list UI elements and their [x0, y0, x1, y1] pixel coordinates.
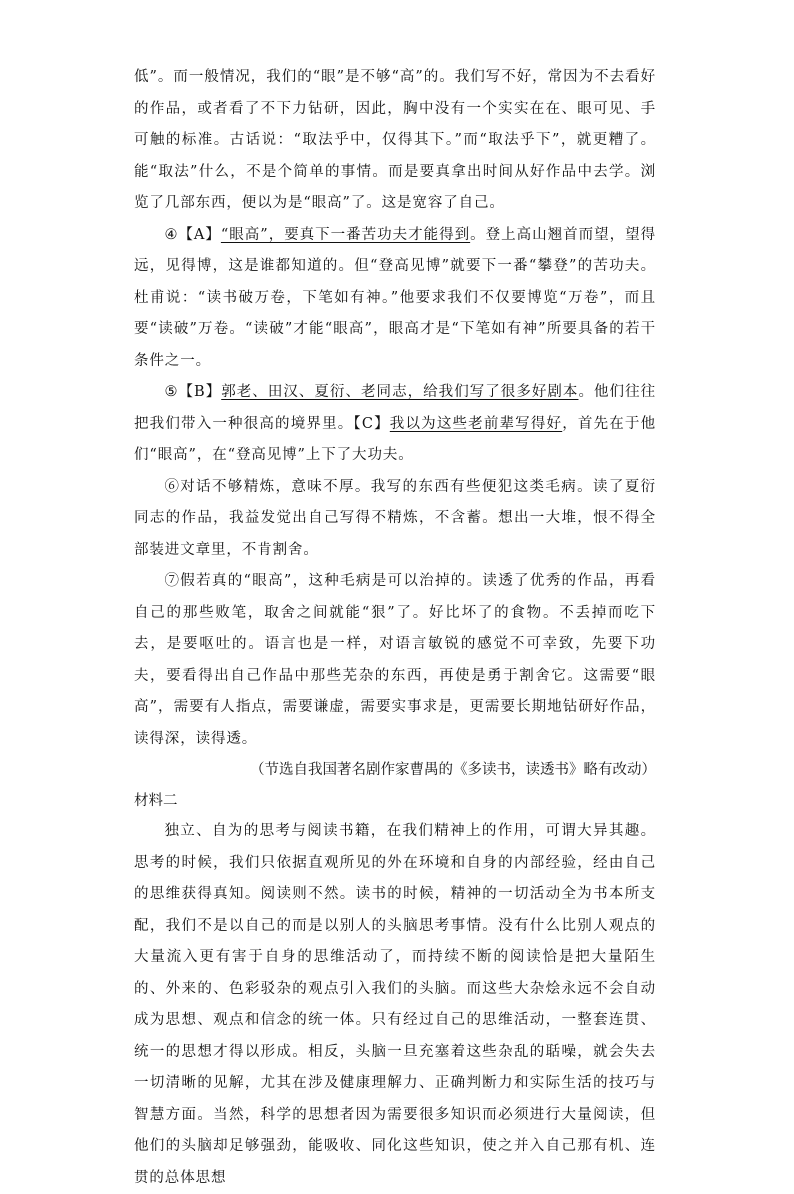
source-citation: （节选自我国著名剧作家曹禺的《多读书，读透书》略有改动） [250, 762, 656, 778]
paragraph-5-text: 。他们往往把我们带入一种很高的境界里。【C】 [134, 384, 657, 432]
paragraph-3-continuation: 低”。而一般情况，我们的“眼”是不够“高”的。我们写不好，常因为不去看好的作品，或者看了不下力钻研，因此，胸中没有一个实实在在、眼可见、手可触的标准。古话说：“取法乎中，仅得其下。”而“取法乎下”，就更糟了。能“取法”什么，不是个简单的事情。而是要真拿出时间从好作品中去学。浏览了几部东西，便以为是“眼高”了。这是宽容了自己。 [134, 69, 656, 211]
paragraph-5-tail: ，首先在于他们“眼高”，在“登高见博”上下了大功夫。 [134, 415, 656, 463]
paragraph-4-text: 。登上高山翘首而望，望得远，见得博，这是谁都知道的。但“登高见博”就要下一番“攀登”的苦功夫。杜甫说：“读书破万卷，下笔如有神。”他要求我们不仅要博览“万卷”，而且要“读破”万卷。“读破”才能“眼高”，眼高才是“下笔如有神”所要具备的若干条件之一。 [134, 226, 656, 369]
marker-a: ④【A】 [164, 226, 221, 243]
marker-b: ⑤【B】 [164, 384, 222, 400]
paragraph-5 [134, 377, 656, 472]
underlined-sentence-c: 我以为这些老前辈写得好 [389, 415, 563, 432]
underlined-sentence-a: “眼高”，要真下一番苦功夫才能得到 [220, 226, 471, 243]
paragraph-4 [134, 220, 656, 378]
underlined-sentence-b: 郭老、田汉、夏衍、老同志，给我们写了很多好剧本 [221, 384, 579, 400]
paragraph-7: ⑦假若真的“眼高”，这种毛病是可以治掉的。读透了优秀的作品，再看自己的那些败笔，取舍之间就能“狠”了。好比坏了的食物。不丢掉而吃下去，是要呕吐的。语言也是一样，对语言敏锐的感觉不可幸致，先要下功夫，要看得出自己作品中那些芜杂的东西，再使是勇于割舍它。这需要“眼高”，需要有人指点，需要谦虚，需要实事求是，更需要长期地钻研好作品，读得深，读得透。 [134, 573, 656, 747]
material-two-paragraph: 独立、自为的思考与阅读书籍，在我们精神上的作用，可谓大异其趣。思考的时候，我们只依据直观所见的外在环境和自身的内部经验，经由自己的思维获得真知。阅读则不然。读书的时候，精神的一切活动全为书本所支配，我们不是以自己的而是以别人的头脑思考事情。没有什么比别人观点的大量流入更有害于自身的思维活动了，而持续不断的阅读恰是把大量陌生的、外来的、色彩驳杂的观点引入我们的头脑。而这些大杂烩永远不会自动成为思想、观点和信念的统一体。只有经过自己的思维活动，一整套连贯、统一的思想才得以形成。相反，头脑一旦充塞着这些杂乱的聒噪，就会失去一切清晰的见解，尤其在涉及健康理解力、正确判断力和实际生活的技巧与智慧方面。当然，科学的思想者因为需要很多知识而必须进行大量阅读，但他们的头脑却足够强劲，能吸收、同化这些知识，使之并入自己那有机、连贯的总体思想 [134, 823, 656, 1186]
paragraph-6: ⑥对话不够精炼，意味不厚。我写的东西有些便犯这类毛病。读了夏衍同志的作品，我益发觉出自己写得不精炼，不含蓄。想出一大堆，恨不得全部装进文章里，不肯割舍。 [134, 478, 656, 558]
material-two-heading: 材料二 [134, 793, 178, 809]
document-content [134, 62, 656, 1194]
